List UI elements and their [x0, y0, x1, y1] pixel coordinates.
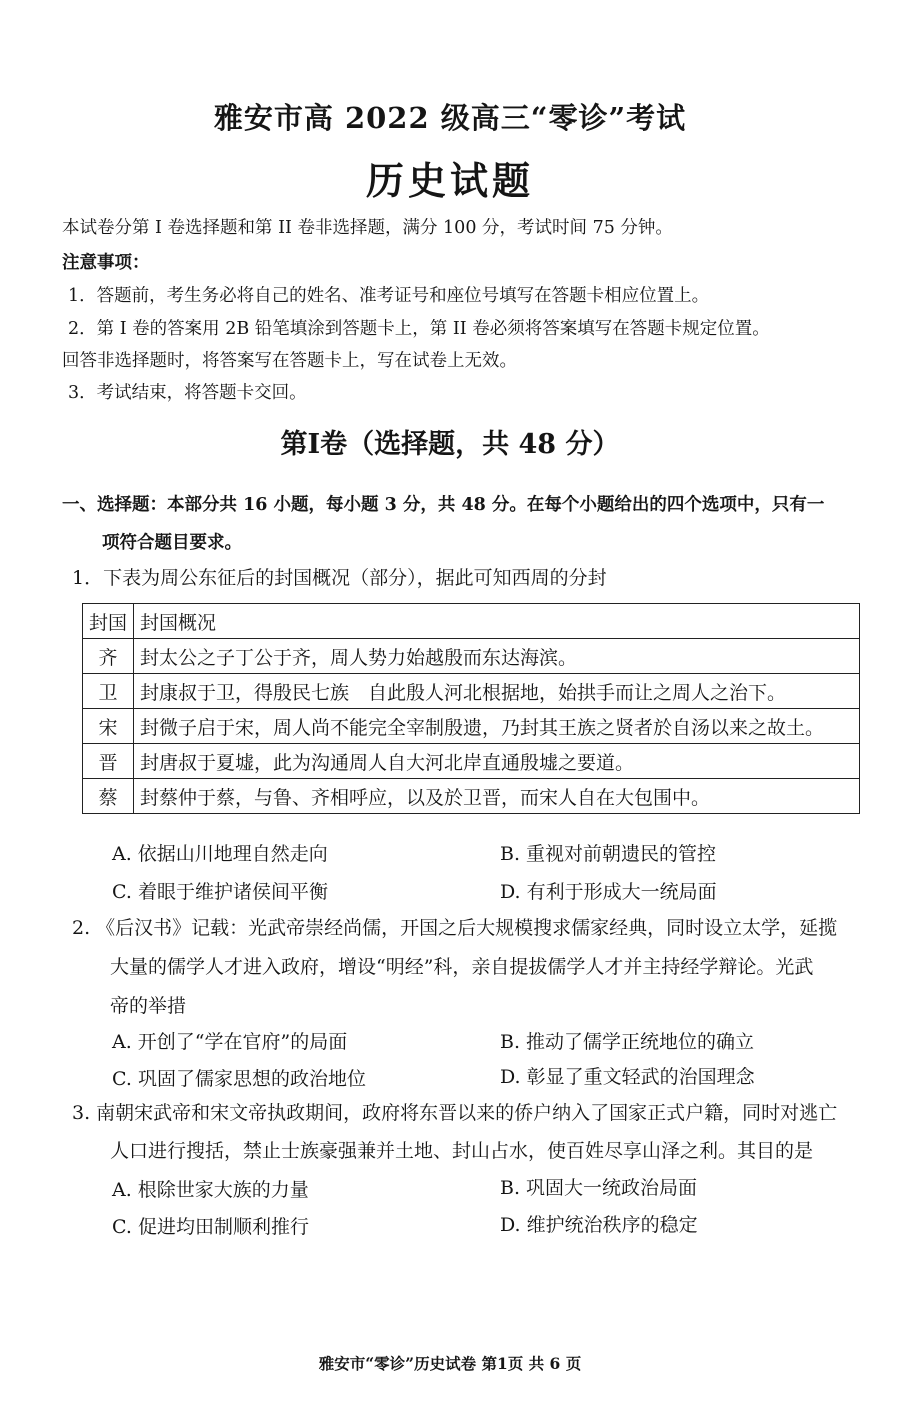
table-cell: 封蔡仲于蔡，与鲁、齐相呼应，以及於卫晋，而宋人自在大包围中。 [134, 779, 860, 814]
table-cell: 蔡 [83, 779, 134, 814]
section-instruction: 项符合题目要求。 [102, 533, 242, 553]
table-cell: 封唐叔于夏墟，此为沟通周人自大河北岸直通殷墟之要道。 [134, 744, 860, 779]
table-header-cell: 封国 [83, 604, 134, 639]
question-2-stem: 大量的儒学人才进入政府，增设“明经”科，亲自提拔儒学人才并主持经学辩论。光武 [110, 956, 814, 978]
table-row [83, 744, 860, 779]
exam-summary: 本试卷分第 I 卷选择题和第 II 卷非选择题，满分 100 分，考试时间 75 分钟。 [62, 218, 673, 238]
table-row [83, 674, 860, 709]
table-cell: 卫 [83, 674, 134, 709]
option-d: D. 有利于形成大一统局面 [500, 881, 717, 903]
table-row [83, 709, 860, 744]
option-c: C. 促进均田制顺利推行 [112, 1216, 309, 1238]
section-title: 第Ⅰ卷（选择题，共 48 分） [280, 429, 620, 460]
option-b: B. 巩固大一统政治局面 [500, 1177, 698, 1199]
option-a: A. 根除世家大族的力量 [112, 1179, 309, 1201]
question-2-stem: 帝的举措 [110, 995, 187, 1017]
option-c: C. 巩固了儒家思想的政治地位 [112, 1068, 366, 1090]
table-header-row [83, 604, 860, 639]
option-d: D. 维护统治秩序的稳定 [500, 1214, 698, 1236]
table-cell: 宋 [83, 709, 134, 744]
table-cell: 封微子启于宋，周人尚不能完全宰制殷遗，乃封其王族之贤者於自汤以来之故土。 [134, 709, 860, 744]
page-footer: 雅安市“零诊”历史试卷 第1页 共 6 页 [318, 1354, 582, 1373]
notice-item: 1．答题前，考生务必将自己的姓名、准考证号和座位号填写在答题卡相应位置上。 [68, 286, 710, 306]
exam-title: 雅安市高 2022 级高三“零诊”考试 [213, 101, 687, 135]
notice-item: 2．第 I 卷的答案用 2B 铅笔填涂到答题卡上，第 II 卷必须将答案填写在答题卡规定位置。 [68, 319, 770, 339]
notice-item: 3．考试结束，将答题卡交回。 [68, 383, 307, 403]
option-a: A. 开创了“学在官府”的局面 [112, 1031, 348, 1053]
question-2-stem: 2. 《后汉书》记载：光武帝崇经尚儒，开国之后大规模搜求儒家经典，同时设立太学，延揽 [72, 917, 838, 939]
table-cell: 齐 [83, 639, 134, 674]
notice-item: 回答非选择题时，将答案写在答题卡上，写在试卷上无效。 [62, 351, 517, 371]
table-cell: 封康叔于卫，得殷民七族 自此殷人河北根据地，始拱手而让之周人之治下。 [134, 674, 860, 709]
subject-title: 历史试题 [365, 158, 534, 203]
table-row [83, 779, 860, 814]
section-instruction: 一、选择题：本部分共 16 小题，每小题 3 分，共 48 分。在每个小题给出的四个选项中，只有一 [62, 495, 825, 515]
question-3-stem: 人口进行搜括，禁止士族豪强兼并土地、封山占水，使百姓尽享山泽之利。其目的是 [110, 1140, 814, 1162]
option-b: B. 推动了儒学正统地位的确立 [500, 1031, 755, 1053]
option-b: B. 重视对前朝遗民的管控 [500, 843, 717, 865]
table-cell: 晋 [83, 744, 134, 779]
fief-table [82, 603, 860, 814]
option-a: A. 依据山川地理自然走向 [112, 843, 328, 865]
option-d: D. 彰显了重文轻武的治国理念 [500, 1066, 755, 1088]
notice-title: 注意事项： [62, 253, 150, 273]
table-cell: 封太公之子丁公于齐，周人势力始越殷而东达海滨。 [134, 639, 860, 674]
table-row [83, 639, 860, 674]
question-3-stem: 3. 南朝宋武帝和宋文帝执政期间，政府将东晋以来的侨户纳入了国家正式户籍，同时对逃亡 [72, 1102, 838, 1124]
question-1-stem: 1．下表为周公东征后的封国概况（部分），据此可知西周的分封 [72, 567, 607, 589]
option-c: C. 着眼于维护诸侯间平衡 [112, 881, 328, 903]
table-header-cell: 封国概况 [134, 604, 860, 639]
